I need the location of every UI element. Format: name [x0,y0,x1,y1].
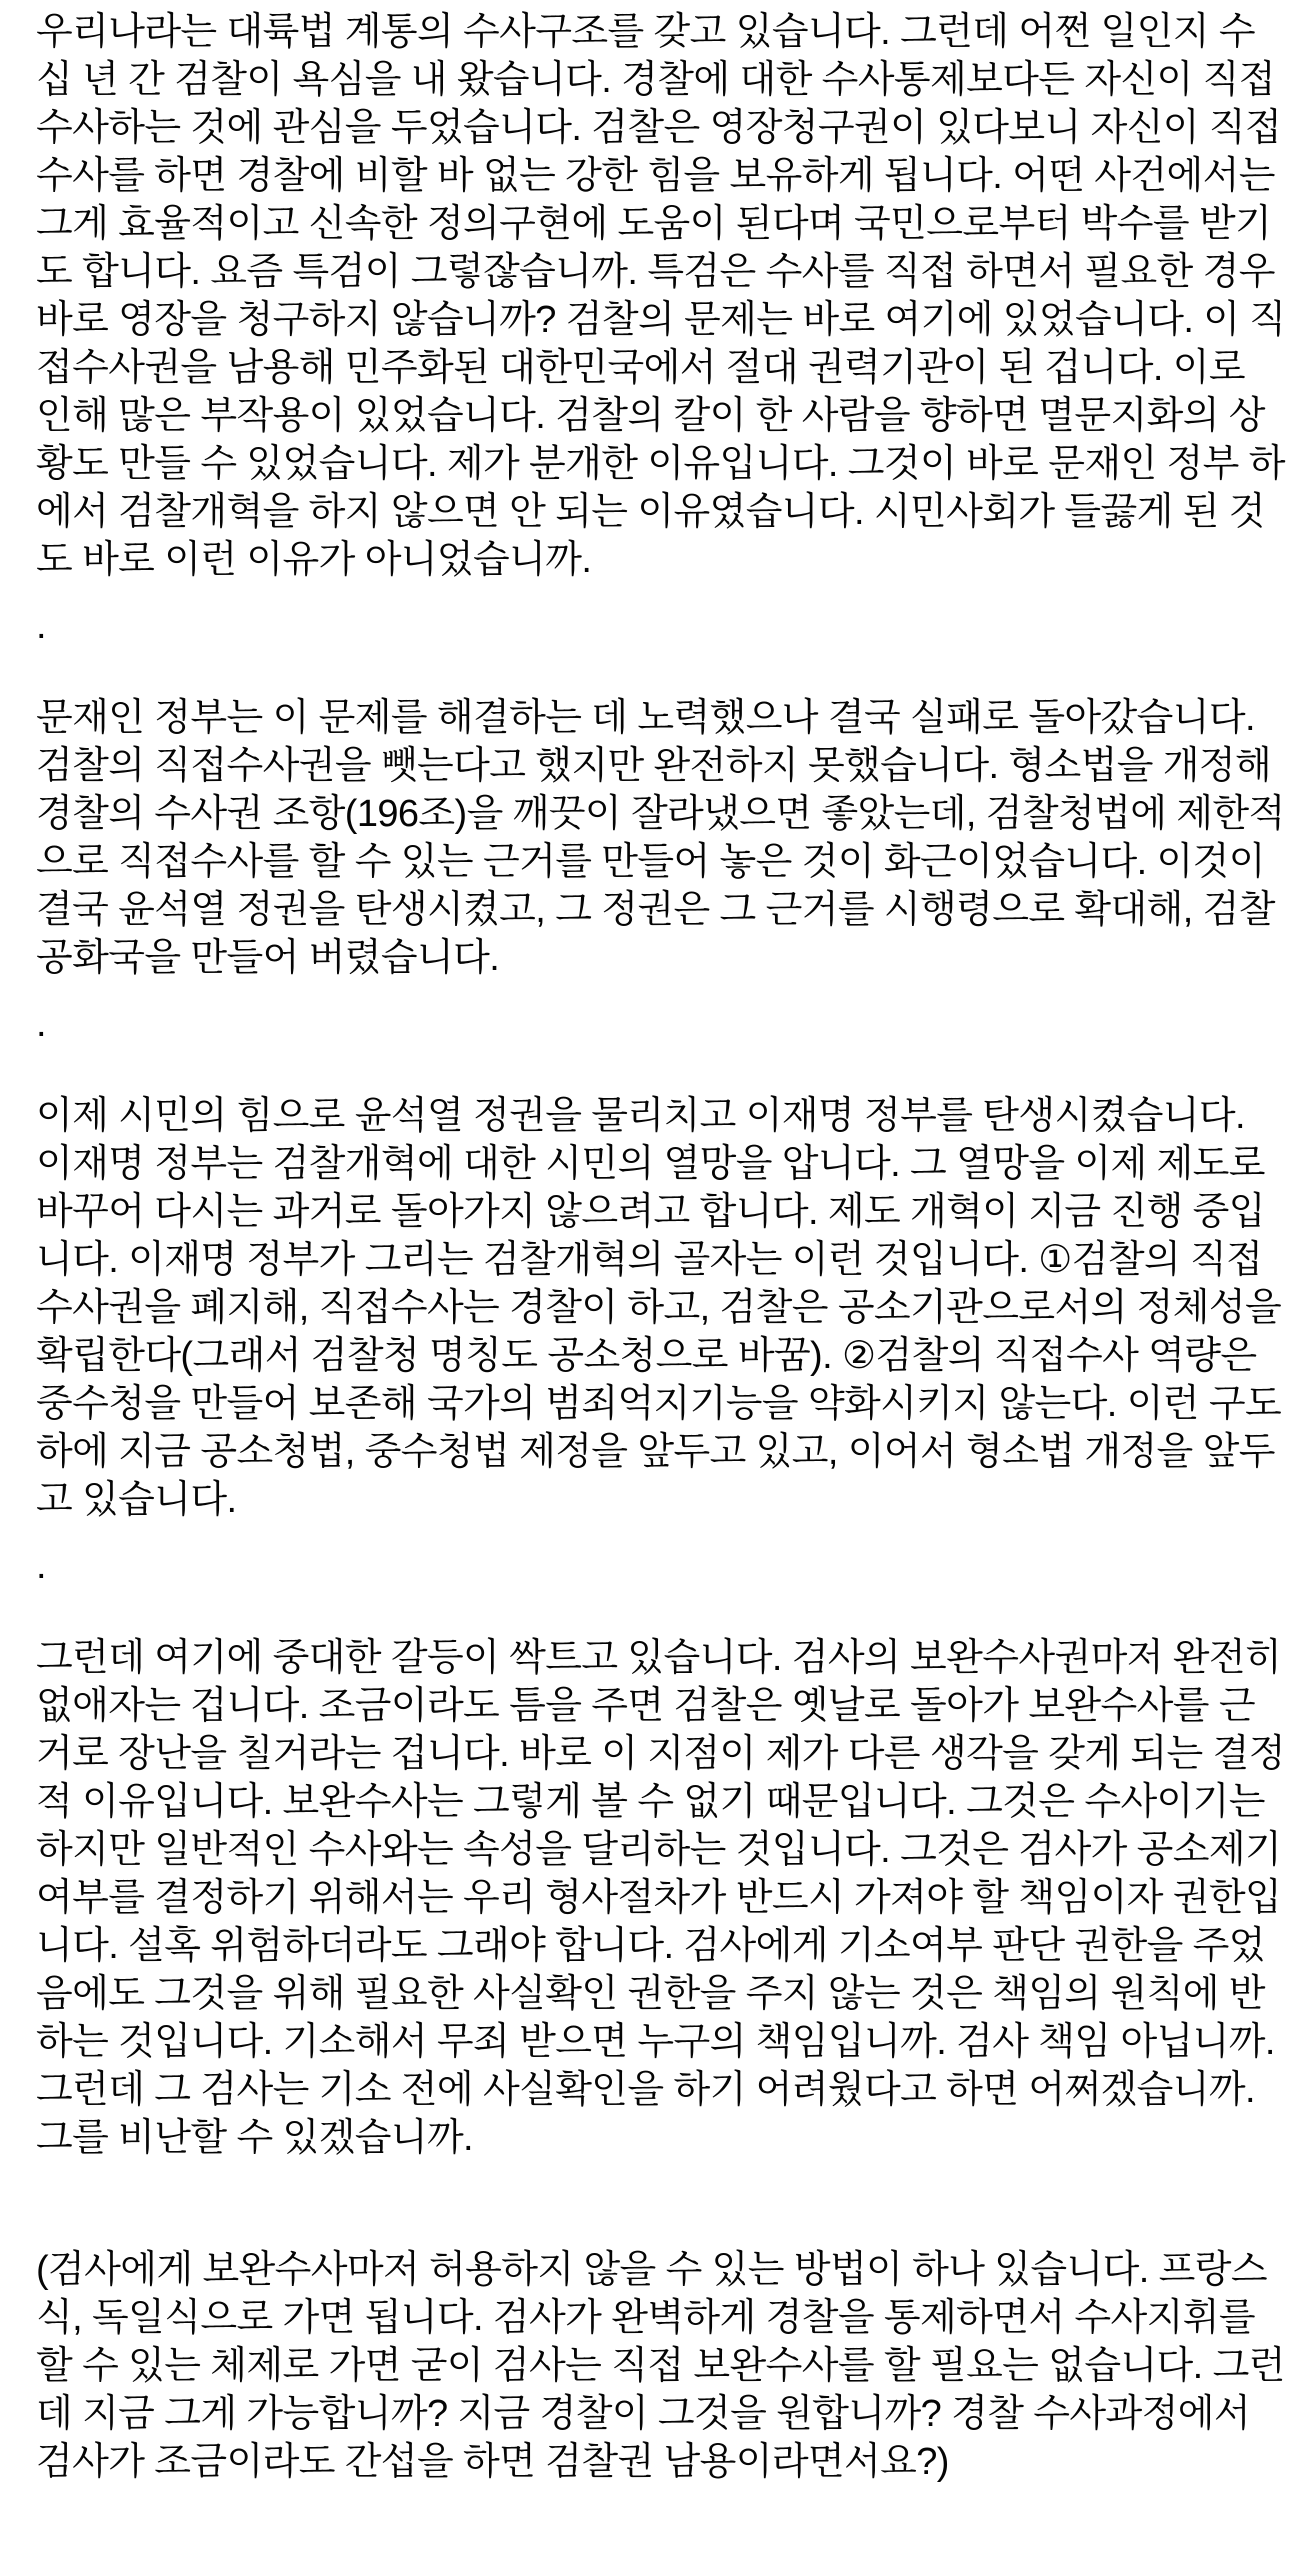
post-paragraph-5: (검사에게 보완수사마저 허용하지 않을 수 있는 방법이 하나 있습니다. 프랑스식, 독일식으로 가면 됩니다. 검사가 완벽하게 경찰을 통제하면서 수사지휘를 할 수 있는 체제로 가면 굳이 검사는 직접 보완수사를 할 필요는 없습니다. 그런데 지금 그게 가능합니까? 지금 경찰이 그것을 원합니까? 경찰 수사과정에서 검사가 조금이라도 간섭을 하면 검찰권 남용이라면서요?) [36,2249,1285,2483]
blank-line [36,2180,1286,2228]
post-paragraph-4: 그런데 여기에 중대한 갈등이 싹트고 있습니다. 검사의 보완수사권마저 완전히 없애자는 겁니다. 조금이라도 틈을 주면 검찰은 옛날로 돌아가 보완수사를 근거로 장난을 칠거라는 겁니다. 바로 이 지점이 제가 다른 생각을 갖게 되는 결정적 이유입니다. 보완수사는 그렇게 볼 수 없기 때문입니다. 그것은 수사이기는 하지만 일반적인 수사와는 속성을 달리하는 것입니다. 그것은 검사가 공소제기 여부를 결정하기 위해서는 우리 형사절차가 반드시 가져야 할 책임이자 권한입니다. 설혹 위험하더라도 그래야 합니다. 검사에게 기소여부 판단 권한을 주었음에도 그것을 위해 필요한 사실확인 권한을 주지 않는 것은 책임의 원칙에 반하는 것입니다. 기소해서 무죄 받으면 누구의 책임입니까. 검사 책임 아닙니까. 그런데 그 검사는 기소 전에 사실확인을 하기 어려웠다고 하면 어쩌겠습니까. 그를 비난할 수 있겠습니까. [36,1637,1285,2159]
post-paragraph-3: 이제 시민의 힘으로 윤석열 정권을 물리치고 이재명 정부를 탄생시켰습니다. 이재명 정부는 검찰개혁에 대한 시민의 열망을 압니다. 그 열망을 이제 제도로 바꾸어 다시는 과거로 돌아가지 않으려고 합니다. 제도 개혁이 지금 진행 중입니다. 이재명 정부가 그리는 검찰개혁의 골자는 이런 것입니다. ①검찰의 직접수사권을 폐지해, 직접수사는 경찰이 하고, 검찰은 공소기관으로서의 정체성을 확립한다(그래서 검찰청 명칭도 공소청으로 바꿈). ②검찰의 직접수사 역량은 중수청을 만들어 보존해 국가의 범죄억지기능을 약화시키지 않는다. 이런 구도 하에 지금 공소청법, 중수청법 제정을 앞두고 있고, 이어서 형소법 개정을 앞두고 있습니다. [36,1095,1282,1521]
paragraph-separator-dot: . [36,605,46,647]
post-paragraph-1: 우리나라는 대륙법 계통의 수사구조를 갖고 있습니다. 그런데 어쩐 일인지 수십 년 간 검찰이 욕심을 내 왔습니다. 경찰에 대한 수사통제보다든 자신이 직접 수사하는 것에 관심을 두었습니다. 검찰은 영장청구권이 있다보니 자신이 직접 수사를 하면 경찰에 비할 바 없는 강한 힘을 보유하게 됩니다. 어떤 사건에서는 그게 효율적이고 신속한 정의구현에 도움이 된다며 국민으로부터 박수를 받기도 합니다. 요즘 특검이 그렇잖습니까. 특검은 수사를 직접 하면서 필요한 경우 바로 영장을 청구하지 않습니까? 검찰의 문제는 바로 여기에 있었습니다. 이 직접수사권을 남용해 민주화된 대한민국에서 절대 권력기관이 된 겁니다. 이로 인해 많은 부작용이 있었습니다. 검찰의 칼이 한 사람을 향하면 멸문지화의 상황도 만들 수 있었습니다. 제가 분개한 이유입니다. 그것이 바로 문재인 정부 하에서 검찰개혁을 하지 않으면 안 되는 이유였습니다. 시민사회가 들끓게 된 것도 바로 이런 이유가 아니었습니까. [36,11,1286,581]
paragraph-separator-dot: . [36,1003,46,1045]
post-paragraph-2: 문재인 정부는 이 문제를 해결하는 데 노력했으나 결국 실패로 돌아갔습니다. 검찰의 직접수사권을 뺏는다고 했지만 완전하지 못했습니다. 형소법을 개정해 경찰의 수사권 조항(196조)을 깨끗이 잘라냈으면 좋았는데, 검찰청법에 제한적으로 직접수사를 할 수 있는 근거를 만들어 놓은 것이 화근이었습니다. 이것이 결국 윤석열 정권을 탄생시켰고, 그 정권은 그 근거를 시행령으로 확대해, 검찰공화국을 만들어 버렸습니다. [36,697,1285,979]
paragraph-separator-dot: . [36,1545,46,1587]
